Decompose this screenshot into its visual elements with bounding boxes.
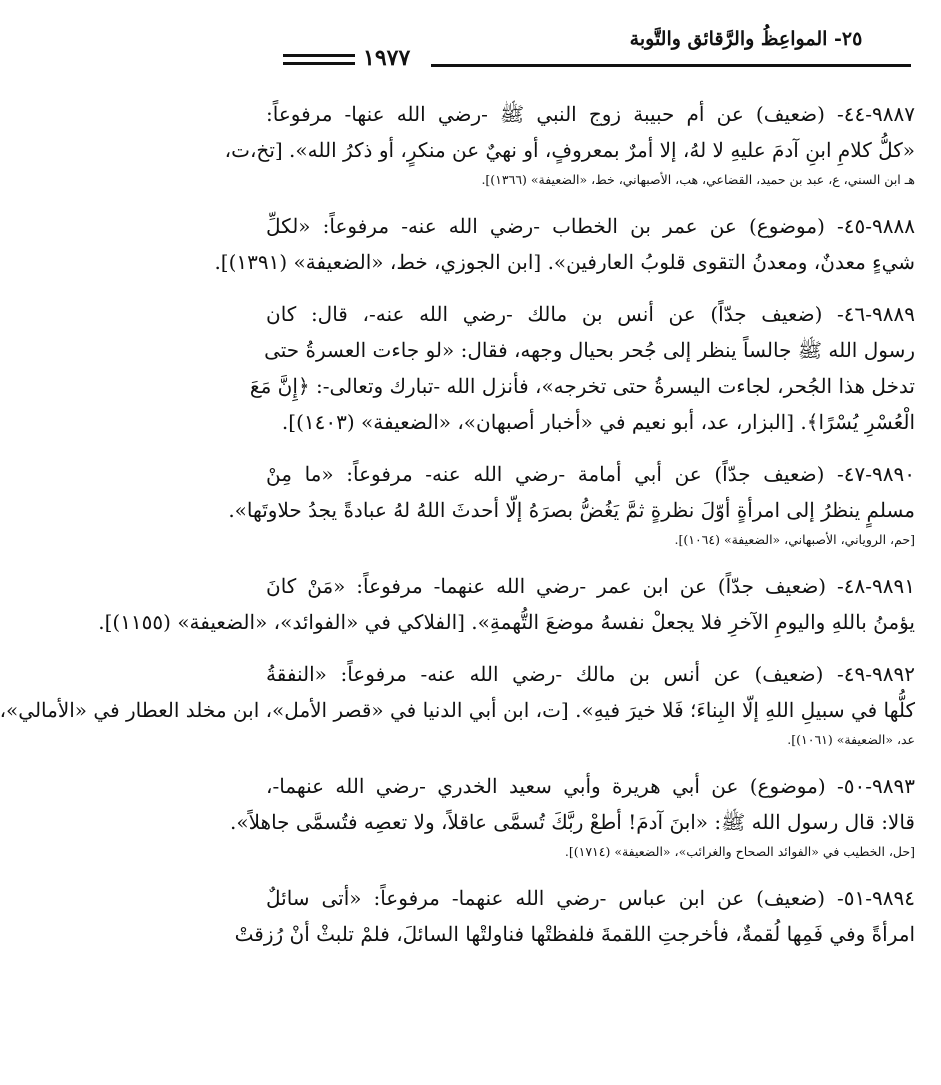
entry-text-line: ٩٨٨٨-٤٥- (موضوع) عن عمر بن الخطاب -رضي الله عنه- مرفوعاً: «لكلِّ [266,214,915,238]
entry-text-line: شيءٍ معدنٌ، ومعدنُ التقوى قلوبُ العارفين». [ابن الجوزي، خط، «الضعيفة» (١٣٩١)]. [214,250,915,274]
hadith-entry [234,880,916,952]
page-number: ١٩٧٧ [363,45,411,71]
hadith-entry [228,456,915,552]
entry-text-line: ٩٨٨٩-٤٦- (ضعيف جدّاً) عن أنس بن مالك -رضي الله عنه-، قال: كان [266,302,915,326]
entry-text-line: كلُّها في سبيلِ اللهِ إلّا البِناءَ؛ فَلا خيرَ فيهِ». [ت، ابن أبي الدنيا في «قصر الأمل»، ابن مخلد العطار في «الأمالي»، [0,698,915,722]
hadith-entries [0,96,916,968]
entry-text-line: ٩٨٩٤-٥١- (ضعيف) عن ابن عباس -رضي الله عنهما- مرفوعاً: «أتى سائلٌ [266,886,916,910]
header-dash-bottom [283,62,355,65]
entry-text-line: مسلمٍ ينظرُ إلى امرأةٍ أوّلَ نظرةٍ ثمَّ يَغُضُّ بصرَهُ إلّا أحدثَ اللهُ لهُ عبادةً يجدُ حلاوتَها». [228,498,915,522]
hadith-entry [98,568,915,640]
header-rule [431,64,911,67]
entry-text-line: ٩٨٨٧-٤٤- (ضعيف) عن أم حبيبة زوج النبي ﷺ -رضي الله عنها- مرفوعاً: [266,102,915,126]
entry-text-line: ٩٨٩٣-٥٠- (موضوع) عن أبي هريرة وأبي سعيد الخدري -رضي الله عنهما-، [266,774,915,798]
hadith-entry [230,768,915,864]
hadith-entry [224,96,915,192]
entry-source-reference: [حل، الخطيب في «الفوائد الصحاح والغرائب»، «الضعيفة» (١٧١٤)]. [564,844,915,859]
header-dash-top [283,54,355,57]
entry-text-line: «كلُّ كلامِ ابنِ آدمَ عليهِ لا لهُ، إلا أمرٌ بمعروفٍ، أو نهيٌ عن منكرٍ، أو ذكرُ الله». [تخ،ت، [224,138,915,162]
entry-text-line: امرأةً وفي فَمِها لُقمةٌ، فأخرجتِ اللقمةَ فلفظتْها فناولتْها السائلَ، فلمْ تلبثْ أنْ رُزقتْ [234,922,915,946]
entry-source-reference: هـ ابن السني، ع، عبد بن حميد، القضاعي، هب، الأصبهاني، خط، «الضعيفة» (١٣٦٦)]. [481,172,915,187]
chapter-title: ٢٥- المواعِظُ والرَّقائق والتَّوبة [629,28,863,50]
entry-text-line: ٩٨٩٠-٤٧- (ضعيف جدّاً) عن أبي أمامة -رضي الله عنه- مرفوعاً: «ما مِنْ [266,462,915,486]
entry-text-line: ٩٨٩٢-٤٩- (ضعيف) عن أنس بن مالك -رضي الله عنه- مرفوعاً: «النفقةُ [266,662,915,686]
entry-text-line: ٩٨٩١-٤٨- (ضعيف جدّاً) عن ابن عمر -رضي الله عنهما- مرفوعاً: «مَنْ كانَ [266,574,915,598]
entry-text-line: قالا: قال رسول الله ﷺ: «ابنَ آدمَ! أطعْ ربَّكَ تُسمَّى عاقلاً، ولا تعصِه فتُسمَّى جاهلاً». [230,810,915,834]
entry-source-reference: [حم، الروياني، الأصبهاني، «الضعيفة» (١٠٦٤)]. [674,532,915,547]
entry-text-line: رسول الله ﷺ جالساً ينظر إلى جُحر بحيال وجهه، فقال: «لو جاءت العسرةُ حتى [264,338,915,362]
hadith-entry [249,296,915,440]
hadith-entry [214,208,915,280]
page-header [283,28,911,72]
entry-text-line: الْعُسْرِ يُسْرًا﴾. [البزار، عد، أبو نعيم في «أخبار أصبهان»، «الضعيفة» (١٤٠٣)]. [281,410,915,434]
entry-text-line: تدخل هذا الجُحر، لجاءت اليسرةُ حتى تخرجه»، فأنزل الله -تبارك وتعالى-: ﴿إِنَّ مَعَ [249,374,915,398]
entry-text-line: يؤمنُ باللهِ واليومِ الآخرِ فلا يجعلْ نفسهُ موضعَ التُّهمةِ». [الفلاكي في «الفوائد»، «الضعيفة» (١١٥٥)]. [98,610,915,634]
entry-source-reference: عد، «الضعيفة» (١٠٦١)]. [787,732,915,747]
hadith-entry [0,656,915,752]
